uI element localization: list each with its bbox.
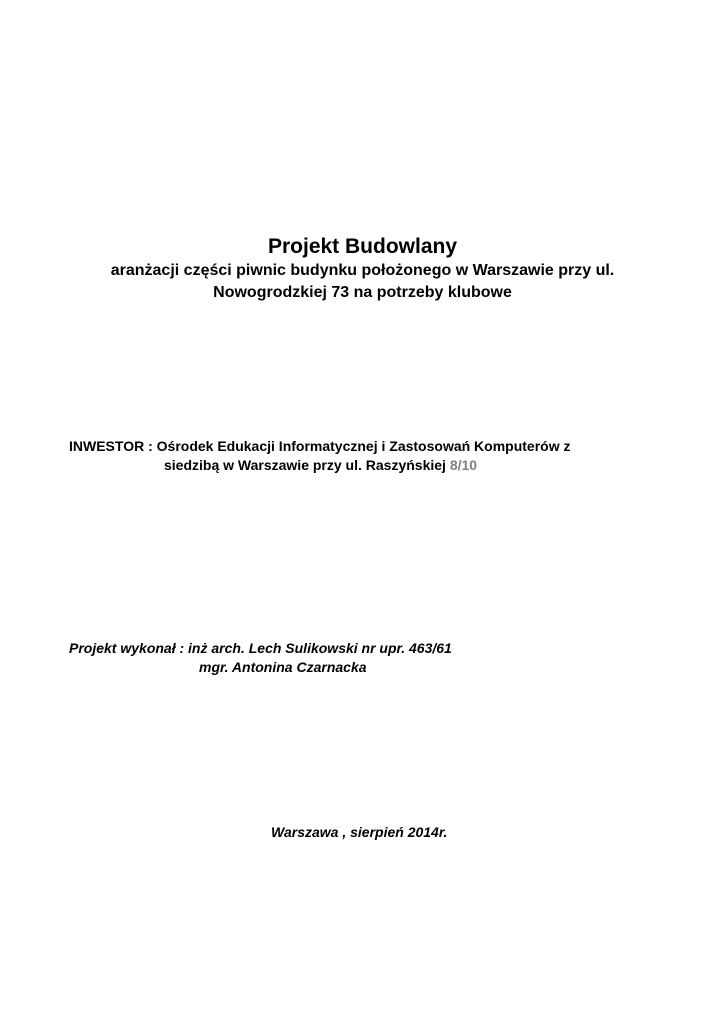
investor-address: siedzibą w Warszawie przy ul. Raszyńskiej bbox=[164, 457, 446, 473]
investor-row-2 bbox=[69, 456, 571, 475]
place-and-date: Warszawa , sierpień 2014r. bbox=[271, 824, 448, 840]
title-block bbox=[0, 234, 725, 304]
investor-name: Ośrodek Edukacji Informatycznej i Zastosowań Komputerów z bbox=[156, 438, 571, 454]
investor-address-number: 8/10 bbox=[449, 457, 478, 473]
investor-section bbox=[69, 437, 571, 475]
author-section bbox=[69, 639, 452, 677]
author-row-1 bbox=[69, 639, 452, 658]
document-title: Projekt Budowlany bbox=[267, 235, 458, 258]
investor-label: INWESTOR : bbox=[69, 438, 153, 454]
author-label: Projekt wykonał : bbox=[69, 640, 185, 656]
author-person-2: mgr. Antonina Czarnacka bbox=[199, 659, 367, 675]
author-person-1: inż arch. Lech Sulikowski nr upr. 463/61 bbox=[188, 640, 452, 656]
document-subtitle-line-1: aranżacji części piwnic budynku położonego w Warszawie przy ul. bbox=[110, 262, 615, 279]
document-subtitle-line-2: Nowogrodzkiej 73 na potrzeby klubowe bbox=[213, 284, 512, 301]
author-row-2 bbox=[69, 658, 452, 677]
investor-row-1 bbox=[69, 437, 571, 456]
